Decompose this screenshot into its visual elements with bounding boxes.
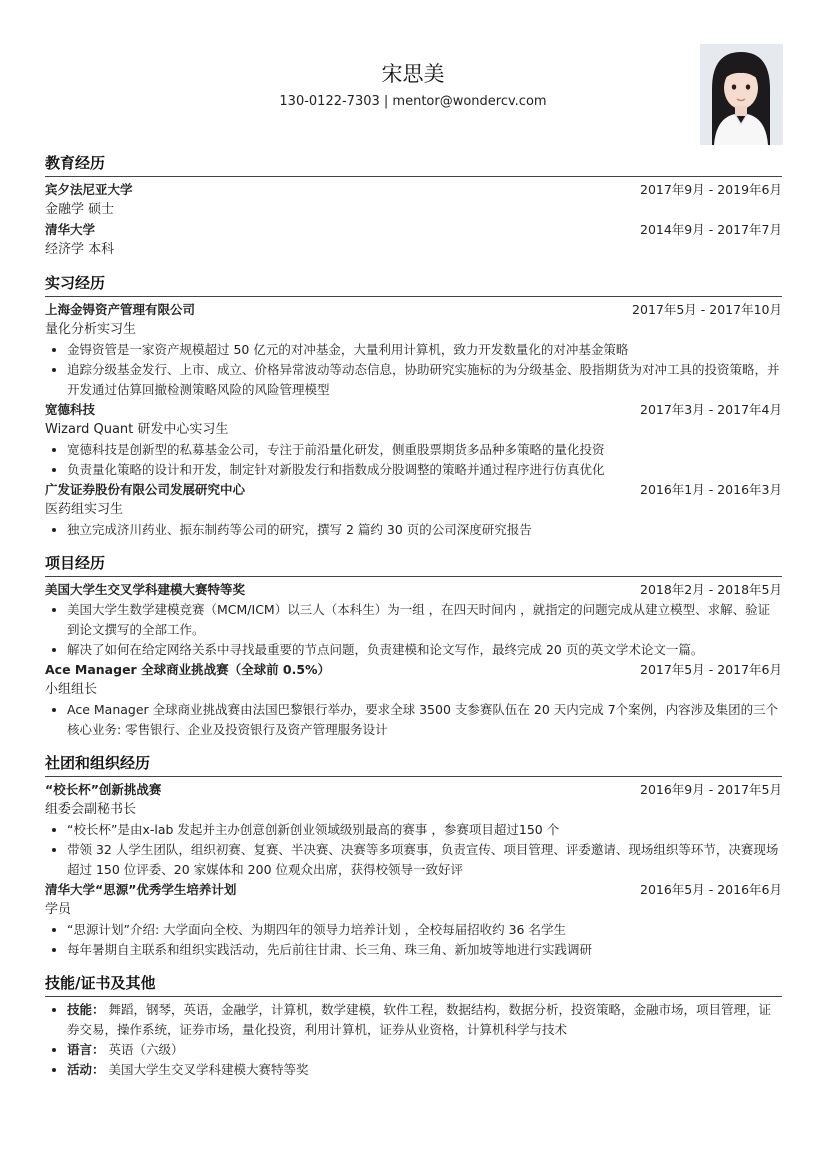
entry (45, 220, 782, 260)
entry-org: 广发证券股份有限公司发展研究中心 (45, 482, 246, 497)
entry-date: 2016年5月 - 2016年6月 (640, 882, 782, 897)
entry-date: 2018年2月 - 2018年5月 (640, 582, 782, 597)
bullet-list (45, 820, 782, 880)
entry (45, 180, 782, 220)
bullet-list (45, 600, 782, 660)
entry-role: 医药组实习生 (45, 502, 124, 517)
entry-header (45, 660, 782, 680)
section-title: 技能/证书及其他 (45, 970, 782, 997)
bullet-list (45, 700, 782, 740)
entry-date: 2016年1月 - 2016年3月 (640, 482, 782, 497)
list-item: • Ace Manager 全球商业挑战赛由法国巴黎银行举办，要求全球 3500 支参赛队伍在 20 天内完成 7个案例，内容涉及集团的三个核心业务: 零售银行、企业及投资银行及资产管理服务设计 (67, 700, 782, 740)
section-title: 实习经历 (45, 270, 782, 297)
list-item: • “校长杯”是由x-lab 发起并主办创意创新创业领域级别最高的赛事 ，参赛项目超过150 个 (67, 820, 782, 840)
contact-info: 130-0122-7303 | mentor@wondercv.com (279, 94, 547, 109)
entry-header (45, 780, 782, 800)
entry-role: 组委会副秘书长 (45, 802, 137, 817)
entry-date: 2017年3月 - 2017年4月 (640, 402, 782, 417)
skill-label: 语言： (67, 1042, 105, 1057)
entry-org: 美国大学生交叉学科建模大赛特等奖 (45, 582, 246, 597)
section-skills (45, 970, 782, 1080)
entry-role: 量化分析实习生 (45, 322, 137, 337)
entry-date: 2017年5月 - 2017年10月 (632, 302, 782, 317)
list-item: • 美国大学生数学建模竞赛（MCM/ICM）以三人（本科生）为一组 ，在四天时间内 ，就指定的问题完成从建立模型、求解、验证到论文撰写的全部工作。 (67, 600, 782, 640)
entry-date: 2016年9月 - 2017年5月 (640, 782, 782, 797)
section-title: 项目经历 (45, 550, 782, 577)
entry-org: 清华大学“思源”优秀学生培养计划 (45, 882, 237, 897)
entry-date: 2014年9月 - 2017年7月 (640, 222, 782, 237)
resume-content (45, 150, 782, 1080)
entry (45, 400, 782, 480)
section-internship (45, 270, 782, 540)
entry-header (45, 220, 782, 240)
entry-role: 学员 (45, 902, 72, 917)
entry-org: 宽德科技 (45, 402, 96, 417)
list-item: • “思源计划”介绍: 大学面向全校、为期四年的领导力培养计划 ，全校每届招收约 36 名学生 (67, 920, 782, 940)
section-organizations (45, 750, 782, 960)
entry (45, 580, 782, 660)
entry-role: Wizard Quant 研发中心实习生 (45, 422, 229, 437)
entry-header (45, 480, 782, 500)
bullet-list (45, 440, 782, 480)
entry-header (45, 880, 782, 900)
list-item: • 负责量化策略的设计和开发，制定针对新股发行和指数成分股调整的策略并通过程序进行仿真优化 (67, 460, 782, 480)
skills-list (45, 1000, 782, 1080)
section-title: 教育经历 (45, 150, 782, 177)
section-education (45, 150, 782, 260)
entry (45, 480, 782, 540)
list-item: • 每年暑期自主联系和组织实践活动，先后前往甘肃、长三角、珠三角、新加坡等地进行实践调研 (67, 940, 782, 960)
entry-role: 小组组长 (45, 682, 98, 697)
entry-org: “校长杯”创新挑战赛 (45, 782, 162, 797)
section-projects (45, 550, 782, 740)
entry (45, 300, 782, 400)
list-item: • 追踪分级基金发行、上市、成立、价格异常波动等动态信息，协助研究实施标的为分级基金、股指期货为对冲工具的投资策略，并开发通过估算回撤检测策略风险的风险管理模型 (67, 360, 782, 400)
profile-photo (700, 44, 783, 145)
entry-header (45, 300, 782, 320)
entry-header (45, 180, 782, 200)
entry-org: 清华大学 (45, 222, 96, 237)
candidate-name: 宋思美 (381, 62, 445, 86)
entry-header (45, 580, 782, 600)
skill-text: 英语（六级） (108, 1042, 184, 1057)
entry (45, 880, 782, 960)
list-item: • 金锝资管是一家资产规模超过 50 亿元的对冲基金，大量利用计算机，致力开发数量化的对冲基金策略 (67, 340, 782, 360)
list-item: • 带领 32 人学生团队，组织初赛、复赛、半决赛、决赛等多项赛事，负责宣传、项目管理、评委邀请、现场组织等环节，决赛现场超过 150 位评委、20 家媒体和 200 位观众出席，获得校领导一致好评 (67, 840, 782, 880)
skill-text: 美国大学生交叉学科建模大赛特等奖 (108, 1062, 309, 1077)
entry-org: 上海金锝资产管理有限公司 (45, 302, 196, 317)
list-item: • 解决了如何在给定网络关系中寻找最重要的节点问题，负责建模和论文写作，最终完成 20 页的英文学术论文一篇。 (67, 640, 782, 660)
bullet-list (45, 340, 782, 400)
list-item: • 宽德科技是创新型的私募基金公司，专注于前沿量化研发，侧重股票期货多品种多策略的量化投资 (67, 440, 782, 460)
entry (45, 780, 782, 880)
skill-label: 活动： (67, 1062, 105, 1077)
skills-item (67, 1000, 782, 1040)
skill-label: 技能： (67, 1002, 105, 1017)
entry-role: 经济学 本科 (45, 242, 115, 257)
section-title: 社团和组织经历 (45, 750, 782, 777)
entry-org: Ace Manager 全球商业挑战赛（全球前 0.5%） (45, 662, 331, 677)
skill-text: 舞蹈，钢琴，英语，金融学，计算机，数学建模，软件工程，数据结构，数据分析，投资策略，金融市场，项目管理，证券交易，操作系统，证券市场，量化投资，利用计算机，证券从业资格，计算机科学与技术 (67, 1002, 772, 1037)
activity-item (67, 1060, 782, 1080)
entry-role: 金融学 硕士 (45, 202, 115, 217)
bullet-list (45, 920, 782, 960)
entry (45, 660, 782, 740)
list-item: • 独立完成济川药业、振东制药等公司的研究，撰写 2 篇约 30 页的公司深度研究报告 (67, 520, 782, 540)
entry-date: 2017年5月 - 2017年6月 (640, 662, 782, 677)
bullet-list (45, 520, 782, 540)
entry-date: 2017年9月 - 2019年6月 (640, 182, 782, 197)
entry-org: 宾夕法尼亚大学 (45, 182, 133, 197)
entry-header (45, 400, 782, 420)
language-item (67, 1040, 782, 1060)
